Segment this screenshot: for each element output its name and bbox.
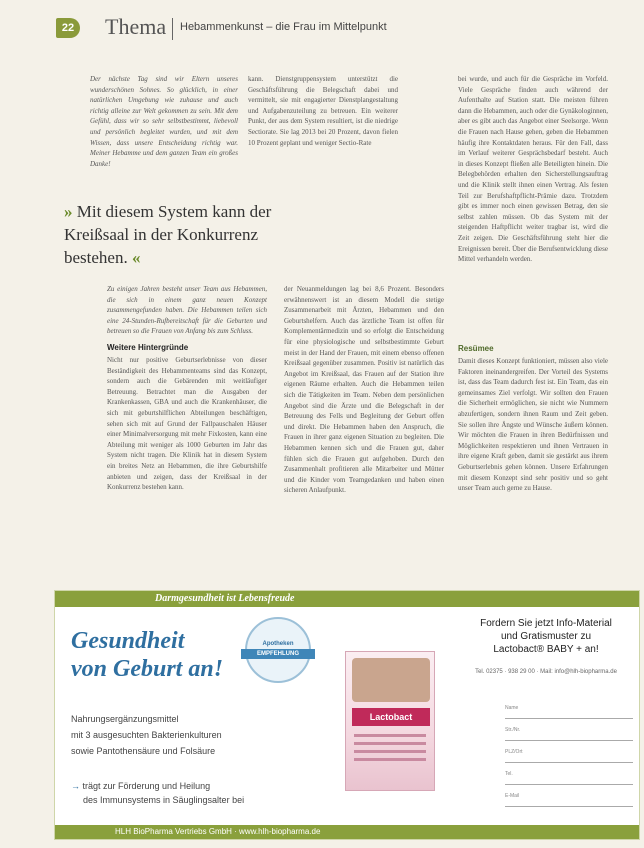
- pull-quote-text: Mit diesem System kann der Kreißsaal in der Konkurrenz bestehen.: [64, 202, 272, 267]
- quote-open-mark: »: [64, 202, 73, 221]
- seal-badge-icon: [245, 617, 311, 683]
- section-title: Thema: [105, 14, 167, 39]
- ad-headline-line-1: Gesundheit: [71, 628, 185, 654]
- ad-description: Nahrungsergänzungsmittel mit 3 ausgesuchten Bakterienkulturen sowie Pantothensäure und Folsäure: [71, 714, 222, 756]
- product-box-image: [331, 641, 451, 791]
- body-column-3: [458, 338, 608, 584]
- body-column-1: [107, 284, 267, 584]
- product-label: Lactobact: [352, 708, 430, 726]
- page-number: 22: [56, 18, 80, 38]
- form-field-phone[interactable]: Tel.: [505, 771, 633, 785]
- top-column-3: bei wurde, und auch für die Gespräche im Vorfeld. Viele Gespräche finden auch während der Aufenthalte auf Station statt. Die meisten führen dann die Hebammen, auch oder die Gynäkologinnen, aber es gibt auch das Angebot einer Seelsorge. Wenn die Frauen nach Hause gehen, geben die Hebammen häufig ihre Kontaktdaten heraus. Für den Fall, dass im Verlauf weiterer Gesprächsbedarf besteht. Auch in dieses Konzept fließen alle Beteiligten hinein. Die Belegbehörden erhalten den Sicherstellungsauftrag und die Klinik stellt ihnen einen Vertrag. Als festen Teil zur Berufshaftpflicht-Prämie dazu. Trotzdem gibt es immer noch einen gewissen Betrag, den sie selbst zahlen müssen. Ob das System mit der steigenden Haftpflicht weiter tragbar ist, wird die Zeit zeigen. Die Geschäftsführung steht hier die Ereignissen bereit. Über die Berufsentwicklung diese Mittel verhandeln werden.: [458, 75, 608, 264]
- ad-headline: [71, 627, 223, 683]
- ad-footer: HLH BioPharma Vertriebs GmbH · www.hlh-biopharma.de: [55, 825, 639, 839]
- ad-band: Darmgesundheit ist Lebensfreude: [55, 591, 639, 607]
- testimonial-text: Der nächste Tag sind wir Eltern unseres wunderschönen Sohnes. So glücklich, in einer natürlichen Umgebung wie zuhause und auch richtig alleine zur Welt gekommen zu sein. Mit dem Gefühl, dass wir so sehr selbstbestimmt, liebevoll und persönlich begleitet wurden, und mit dem Wissen, dass unsere Entscheidung richtig war. Meiner Hebamme und dem ganzen Team ein großes Danke!: [90, 75, 238, 168]
- header-divider: [172, 18, 173, 40]
- arrow-right-icon: →: [71, 781, 80, 791]
- heading-hintergruende: Weitere Hintergründe: [107, 342, 189, 352]
- form-field-email[interactable]: E-Mail: [505, 793, 633, 807]
- body-column-3-text: Damit dieses Konzept funktioniert, müssen also viele Faktoren ineinandergreifen. Der Vorteil des Systems ist, dass das Team dadurch fest ist. Ein Team, das ein gemeinsames Ziel verfolgt. Wir sollten den Frauen die Sicherheit ermöglichen, sie nicht wie Nummern abzufertigen, sondern ihnen Raum und Zeit geben. Sie sollen ihre Ängste und Wünsche äußern können. Wir möchten die Frauen in ihren Bedürfnissen und Möglichkeiten respektieren und ihnen Vertrauen in ihre eigene Kraft geben, damit sie gestärkt aus ihrem Geburtserlebnis gehen können. Unsere Erfahrungen mit diesem Konzept sind sehr positiv und so geht unser Team auch gerne zu Hause.: [458, 357, 608, 493]
- mother-child-photo: [352, 658, 430, 702]
- form-field-name[interactable]: Name: [505, 705, 633, 719]
- advertisement: [54, 590, 640, 840]
- quote-close-mark: «: [131, 248, 141, 267]
- body-column-1-quote: Zu einigen Jahren besteht unser Team aus Hebammen, die sich in einem ganz neuen Konzept zusammengefunden haben. Die Hebammen teilen sich eine 24-Stunden-Rufbereitschaft für die Geburten und betreuen so die Frauen von Anfang bis zum Schluss.: [107, 285, 267, 336]
- body-column-1-text: Nicht nur positive Geburtserlebnisse von dieser Beständigkeit des Hebammenteams sind das Konzept, sondern auch die Gebärenden mit weitläufiger Betreuung. Betrachtet man die Ausgaben der Krankenkassen, GBA und auch die Krankenhäuser, die sich mit geburtshilflichen Abteilungen beschäftigen, sehen sich mit auf Grund der Fallpauschalen Häuser einer Minimalversorgung mit mehr Fixkosten, kann eine Abteilung mit weniger als 1000 Geburten im Jahr das System nicht tragen. Die Klinik hat in diesem System ein breites Netz an Hebammen, die ihre Geburtshilfe anbieten und zeigen, dass der Kreißsaal in der Konkurrenz bestehen kann.: [107, 355, 267, 492]
- ad-headline-line-2: von Geburt an!: [71, 656, 224, 682]
- heading-resuemee: Resümee: [458, 344, 494, 353]
- form-field-city[interactable]: PLZ/Ort: [505, 749, 633, 763]
- seal-ribbon: EMPFEHLUNG: [241, 649, 315, 659]
- top-column-2: kann. Dienstgruppensystem unterstützt die Geschäftsführung die Belegschaft dabei und vermittelt, sie mit engagierter Dienstplangestaltung und Aufgabenzuteilung zu betreuen. Ein weiterer Punkt, der aus dem System resultiert, ist die niedrige Sectiorate. Sie lag 2013 bei 20 Prozent, davon fielen 10 Prozent geplant und weniger Sectio-Rate: [248, 75, 398, 147]
- seal-text: Apotheken: [262, 641, 294, 647]
- pull-quote: [64, 200, 314, 269]
- info-request-form: [453, 609, 639, 823]
- section-subtitle: Hebammenkunst – die Frau im Mittelpunkt: [180, 21, 387, 33]
- ad-benefit: → trägt zur Förderung und Heilung des Immunsystems in Säuglingsalter bei: [71, 781, 245, 805]
- form-field-street[interactable]: Str./Nr.: [505, 727, 633, 741]
- form-title: Fordern Sie jetzt Info-Material und Gratismuster zu Lactobact® BABY + an!: [480, 618, 612, 655]
- body-column-2: der Neuanmeldungen lag bei 8,6 Prozent. Besonders erwähnenswert ist an diesem Modell die stetige Zusammenarbeit mit Ärzten, Hebammen und den Geburtshelfern. Auch das ärztliche Team ist offen für Komplementärmedizin und so erfolgt die Entscheidung für eine physiologische und selbstbestimmte Geburt meist in der Hand der Frauen, mit einem ebenso offenen Kreißsaal gegenüber zusammen. Positiv ist natürlich das Angebot im Kreißsaal, das Frauen auf der Station ihre eigenen Räume erhalten. Auch die Hebammen teilen sich die Tätigkeiten im Team. Neben dem persönlichen Angebot sind die Ärzte und die Belegschaft in der Betreuung des Fells und Begleitung der Geburt offen und direkt. Die Hebammen haben den Anspruch, die Frauen in ihrer ganz eigenen Situation zu begleiten. Die Hebammen kennen sich und die Frauen gut, daher fühlen sich die Frauen gut aufgehoben. Durch den Zusammenhalt profitieren alle Mitarbeiter und Mütter und die Kinder vom Teamgedanken und haben einen sicheren Anlaufpunkt.: [284, 285, 444, 495]
- form-contact: Tel. 02375 · 938 29 00 · Mail: info@hlh-biopharma.de: [475, 669, 617, 675]
